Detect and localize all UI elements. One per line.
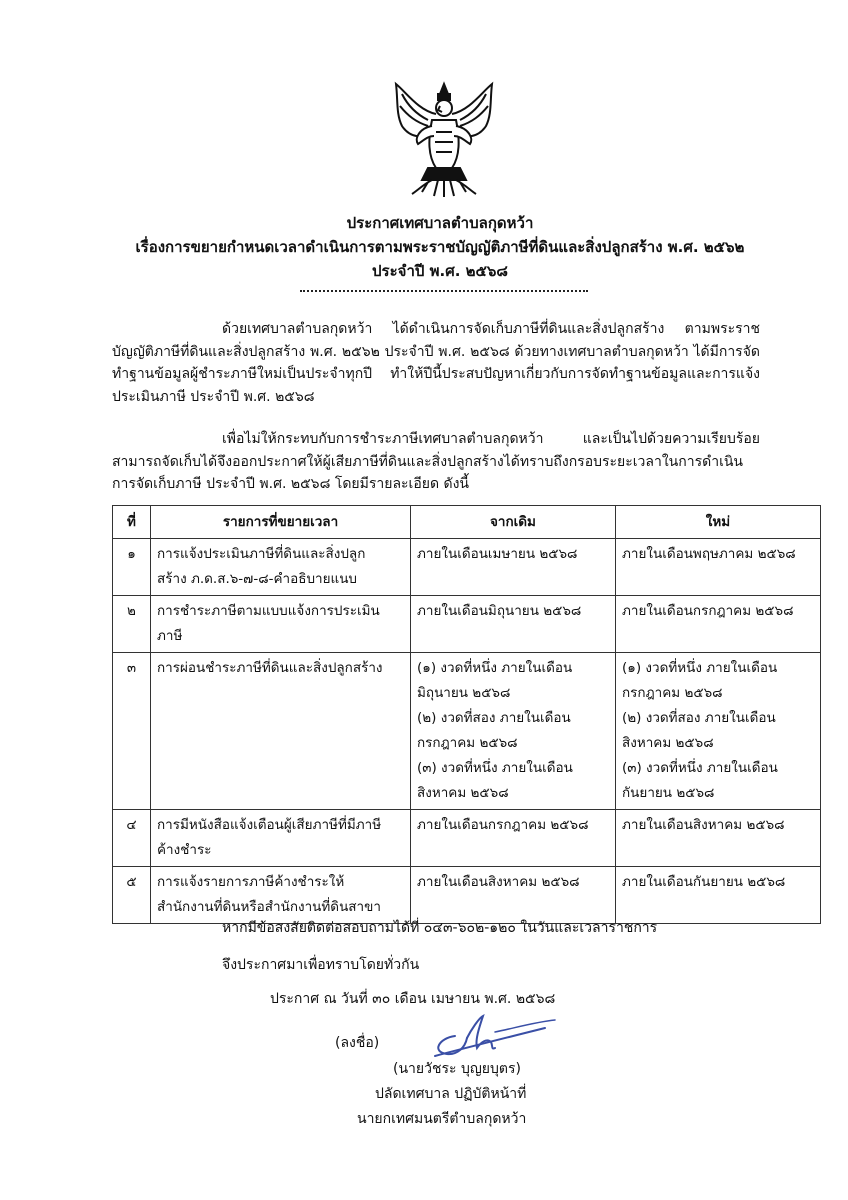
new-deadline-text: ภายในเดือนสิงหาคม ๒๕๖๘: [622, 817, 785, 833]
column-header-old: จากเดิม: [411, 506, 616, 539]
signer-title: นายกเทศมนตรีตำบลกุดหว้า: [357, 1111, 527, 1127]
row-old-deadline: [411, 867, 616, 924]
row-old-deadline: [411, 596, 616, 653]
handwritten-signature: [395, 1008, 565, 1060]
body-paragraph-2: เพื่อไม่ให้กระทบกับการชำระภาษีเทศบาลตำบลกุดหว้า และเป็นไปด้วยความเรียบร้อย สามารถจัดเก็บได้จึงออกประกาศให้ผู้เสียภาษีที่ดินและสิ่งปลูกสร้างได้ทราบถึงกรอบระยะเวลาในการดำเนินการจัดเก็บภาษี ประจำปี พ.ศ. ๒๕๖๘ โดยมีรายละเอียด ดังนี้: [112, 431, 760, 492]
body-paragraph-1: ด้วยเทศบาลตำบลกุดหว้า ได้ดำเนินการจัดเก็บภาษีที่ดินและสิ่งปลูกสร้าง ตามพระราชบัญญัติภาษีที่ดินและสิ่งปลูกสร้าง พ.ศ. ๒๕๖๒ ประจำปี พ.ศ. ๒๕๖๘ ด้วยทางเทศบาลตำบลกุดหว้า ได้มีการจัดทำฐานข้อมูลผู้ชำระภาษีใหม่เป็นประจำทุกปี ทำให้ปีนี้ประสบปัญหาเกี่ยวกับการจัดทำฐานข้อมูลและการแจ้งประเมินภาษี ประจำปี พ.ศ. ๒๕๖๘: [112, 321, 760, 405]
announcement-date: ประกาศ ณ วันที่ ๓๐ เดือน เมษายน พ.ศ. ๒๕๖๘: [270, 991, 556, 1007]
row-new-deadline: [616, 596, 821, 653]
new-deadline-text: (๓) งวดที่หนึ่ง ภายในเดือน: [622, 760, 778, 776]
item-text: การแจ้งประเมินภาษีที่ดินและสิ่งปลูก: [157, 546, 366, 562]
extension-schedule-table: [112, 505, 821, 924]
signer-position: ปลัดเทศบาล ปฏิบัติหน้าที่: [375, 1086, 527, 1102]
row-new-deadline: [616, 810, 821, 867]
signer-name: (นายวัชระ บุญยบุตร): [393, 1061, 521, 1077]
item-text: สำนักงานที่ดินหรือสำนักงานที่ดินสาขา: [157, 899, 381, 915]
announcement-subject: เรื่องการขยายกำหนดเวลาดำเนินการตามพระราชบัญญัติภาษีที่ดินและสิ่งปลูกสร้าง พ.ศ. ๒๕๖๒: [135, 238, 745, 256]
row-number: ๑: [113, 539, 151, 596]
row-item: [151, 539, 411, 596]
item-text: สร้าง ภ.ด.ส.๖-๗-๘-คำอธิบายแนบ: [157, 571, 358, 587]
row-old-deadline: [411, 810, 616, 867]
new-deadline-text: ภายในเดือนกรกฎาคม ๒๕๖๘: [622, 603, 794, 619]
new-deadline-text: กรกฎาคม ๒๕๖๘: [622, 685, 723, 701]
column-header-no: ที่: [113, 506, 151, 539]
column-header-new: ใหม่: [616, 506, 821, 539]
row-number: ๒: [113, 596, 151, 653]
announcement-year: ประจำปี พ.ศ. ๒๕๖๘: [372, 262, 508, 280]
new-deadline-text: (๒) งวดที่สอง ภายในเดือน: [622, 710, 776, 726]
row-number: ๓: [113, 653, 151, 810]
new-deadline-text: ภายในเดือนกันยายน ๒๕๖๘: [622, 874, 786, 890]
old-deadline-text: ภายในเดือนกรกฎาคม ๒๕๖๘: [417, 817, 589, 833]
column-header-item: รายการที่ขยายเวลา: [151, 506, 411, 539]
item-text: การชำระภาษีตามแบบแจ้งการประเมิน: [157, 603, 380, 619]
row-old-deadline: [411, 653, 616, 810]
old-deadline-text: ภายในเดือนสิงหาคม ๒๕๖๘: [417, 874, 580, 890]
signed-label: (ลงชื่อ): [335, 1035, 380, 1051]
new-deadline-text: (๑) งวดที่หนึ่ง ภายในเดือน: [622, 660, 778, 676]
contact-line: หากมีข้อสงสัยติดต่อสอบถามได้ที่ ๐๔๓-๖๐๒-๑๒๐ ในวันและเวลาราชการ: [222, 920, 658, 936]
row-new-deadline: [616, 653, 821, 810]
notice-line: จึงประกาศมาเพื่อทราบโดยทั่วกัน: [222, 957, 420, 973]
old-deadline-text: (๑) งวดที่หนึ่ง ภายในเดือน: [417, 660, 573, 676]
table-header-row: [113, 506, 821, 539]
old-deadline-text: (๓) งวดที่หนึ่ง ภายในเดือน: [417, 760, 573, 776]
new-deadline-text: สิงหาคม ๒๕๖๘: [622, 735, 714, 751]
announcement-title: ประกาศเทศบาลตำบลกุดหว้า: [346, 214, 534, 232]
item-text: ค้างชำระ: [157, 842, 212, 858]
table-row: [113, 539, 821, 596]
item-text: การแจ้งรายการภาษีค้างชำระให้: [157, 874, 345, 890]
new-deadline-text: กันยายน ๒๕๖๘: [622, 785, 715, 801]
row-new-deadline: [616, 539, 821, 596]
row-new-deadline: [616, 867, 821, 924]
row-number: ๔: [113, 810, 151, 867]
row-number: ๕: [113, 867, 151, 924]
new-deadline-text: ภายในเดือนพฤษภาคม ๒๕๖๘: [622, 546, 796, 562]
old-deadline-text: ภายในเดือนเมษายน ๒๕๖๘: [417, 546, 578, 562]
row-item: [151, 653, 411, 810]
garuda-emblem-icon: [388, 80, 500, 198]
row-old-deadline: [411, 539, 616, 596]
item-text: การมีหนังสือแจ้งเตือนผู้เสียภาษีที่มีภาษี: [157, 817, 382, 833]
dotted-divider: [300, 290, 588, 292]
old-deadline-text: มิถุนายน ๒๕๖๘: [417, 685, 511, 701]
table-row: [113, 653, 821, 810]
row-item: [151, 810, 411, 867]
row-item: [151, 867, 411, 924]
row-item: [151, 596, 411, 653]
old-deadline-text: สิงหาคม ๒๕๖๘: [417, 785, 509, 801]
old-deadline-text: กรกฎาคม ๒๕๖๘: [417, 735, 518, 751]
table-row: [113, 867, 821, 924]
old-deadline-text: (๒) งวดที่สอง ภายในเดือน: [417, 710, 571, 726]
table-row: [113, 810, 821, 867]
table-row: [113, 596, 821, 653]
old-deadline-text: ภายในเดือนมิถุนายน ๒๕๖๘: [417, 603, 582, 619]
item-text: ภาษี: [157, 628, 183, 644]
item-text: การผ่อนชำระภาษีที่ดินและสิ่งปลูกสร้าง: [157, 660, 383, 676]
